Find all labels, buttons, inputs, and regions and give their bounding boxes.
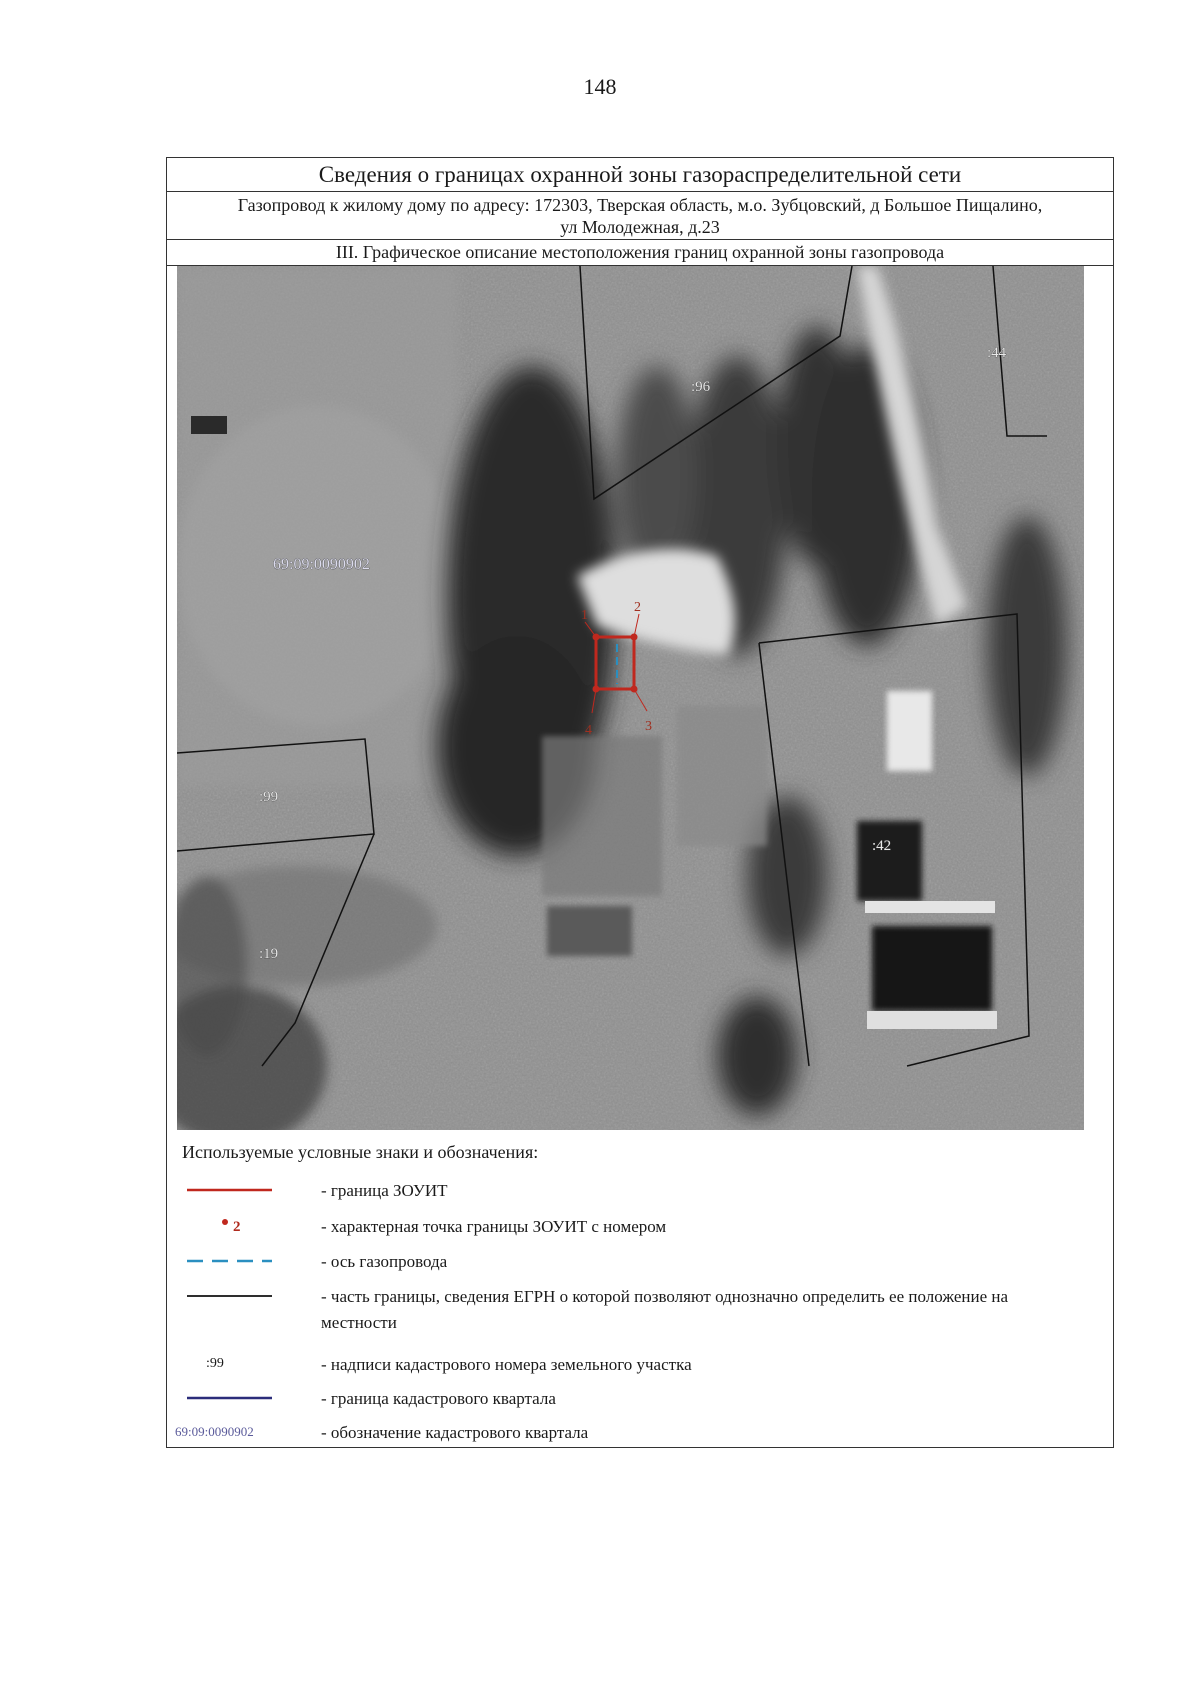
parcel-label-42: :42 <box>872 838 892 854</box>
sheet-title: Сведения о границах охранной зоны газораспределительной сети <box>167 158 1113 192</box>
sheet-subtitle <box>167 192 1113 240</box>
legend-text-gas-axis: - ось газопровода <box>321 1252 448 1271</box>
map-canvas <box>177 266 1084 1130</box>
red-line-icon <box>177 1178 287 1202</box>
parcel-label-99: :99 <box>259 789 279 805</box>
aerial-map[interactable] <box>177 266 1084 1130</box>
parcel-label-96: :96 <box>691 379 711 395</box>
navy-line-icon <box>177 1386 287 1410</box>
point-label-4: 4 <box>585 723 592 738</box>
subtitle-line-2: ул Молодежная, д.23 <box>560 217 720 237</box>
map-sheet <box>166 157 1114 1448</box>
quarter-label: 69:09:0090902 <box>273 556 370 573</box>
parcel-label-sample: :99 <box>206 1356 224 1371</box>
point-sample-label: 2 <box>233 1219 241 1235</box>
legend-text-zone-boundary: - граница ЗОУИТ <box>321 1181 448 1200</box>
subtitle-line-1: Газопровод к жилому дому по адресу: 172303, Тверская область, м.о. Зубцовский, д Большое Пищалино, <box>237 195 1043 215</box>
point-label-3: 3 <box>645 719 652 734</box>
point-label-2: 2 <box>634 600 641 615</box>
legend-text-parcel-boundary: - часть границы, сведения ЕГРН о которой позволяют однозначно определить ее положение на местности <box>321 1287 1009 1332</box>
section-heading: III. Графическое описание местоположения границ охранной зоны газопровода <box>167 240 1113 266</box>
legend-text-parcel-label: - надписи кадастрового номера земельного участка <box>321 1355 692 1374</box>
small-building <box>191 416 227 434</box>
blue-dashed-line-icon <box>177 1249 287 1273</box>
point-label-1: 1 <box>581 608 588 623</box>
page-number: 148 <box>583 74 617 99</box>
legend-text-quarter-label: - обозначение кадастрового квартала <box>321 1423 589 1442</box>
parcel-label-44: :44 <box>987 345 1007 361</box>
red-point-icon <box>177 1214 287 1238</box>
legend-text-quarter-boundary: - граница кадастрового квартала <box>321 1389 556 1408</box>
parcel-label-19: :19 <box>259 946 279 962</box>
legend-title: Используемые условные знаки и обозначения: <box>182 1142 539 1162</box>
black-line-icon <box>177 1284 287 1308</box>
quarter-label-sample: 69:09:0090902 <box>175 1424 254 1439</box>
legend-text-point: - характерная точка границы ЗОУИТ с номером <box>321 1217 667 1236</box>
